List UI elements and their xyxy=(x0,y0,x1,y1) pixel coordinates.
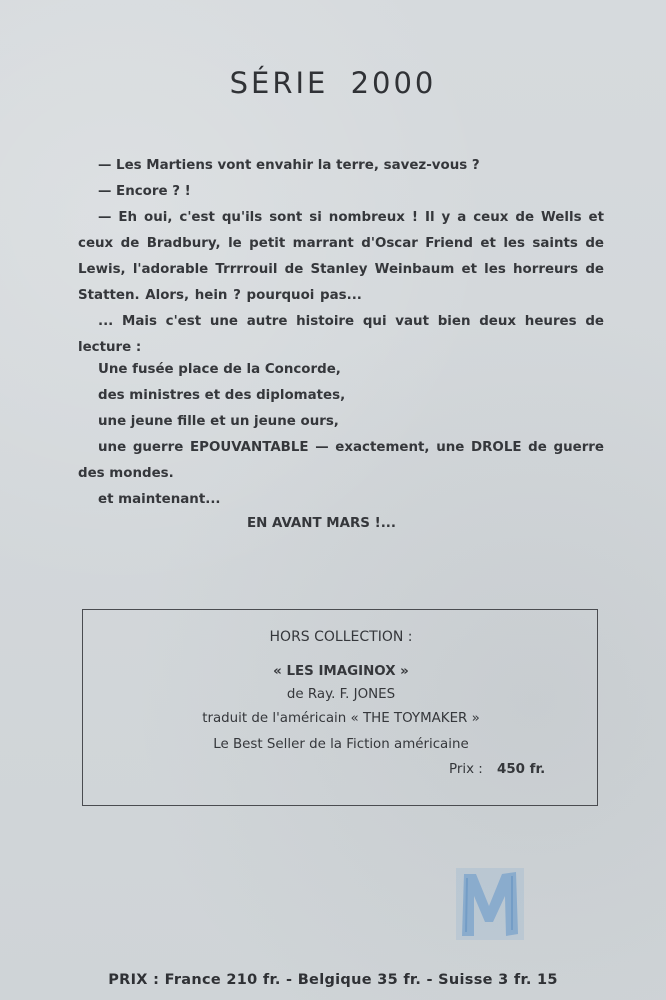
advert-price-value: 450 fr. xyxy=(497,762,546,777)
dialogue-paragraph-3: — Eh oui, c'est qu'ils sont si nombreux ! Il y a ceux de Wells et ceux de Bradbury, le petit marrant d'Oscar Friend et les saints de Lewis, l'adorable Trrrrouil de Stanley Weinbaum et les horreurs de Statten. Alors, hein ? pourquoi pas... xyxy=(78,210,604,303)
dialogue-line-1: — Les Martiens vont envahir la terre, savez-vous ? xyxy=(98,158,480,173)
advert-book-title: « LES IMAGINOX » xyxy=(273,664,409,679)
advert-price xyxy=(449,762,545,777)
verse-line-3: une jeune fille et un jeune ours, xyxy=(98,414,339,429)
cover-price: PRIX : France 210 fr. - Belgique 35 fr. - Suisse 3 fr. 15 xyxy=(108,972,558,988)
advert-tagline: Le Best Seller de la Fiction américaine xyxy=(213,737,469,752)
verse-line-4: et maintenant... xyxy=(98,492,221,507)
advert-author: de Ray. F. JONES xyxy=(286,687,396,702)
m-stamp-icon xyxy=(452,866,526,942)
closing-line: EN AVANT MARS !... xyxy=(247,516,396,531)
dialogue-line-2: — Encore ? ! xyxy=(98,184,191,199)
advert-translation: traduit de l'américain « THE TOYMAKER » xyxy=(202,711,480,726)
series-title: SÉRIE 2000 xyxy=(229,66,437,100)
advert-box xyxy=(82,609,598,806)
verse-paragraph-5: une guerre EPOUVANTABLE — exactement, une DROLE de guerre des mondes. xyxy=(78,440,604,481)
verse-line-1: Une fusée place de la Concorde, xyxy=(98,362,341,377)
dialogue-paragraph-4: ... Mais c'est une autre histoire qui vaut bien deux heures de lecture : xyxy=(78,314,604,355)
advert-heading: HORS COLLECTION : xyxy=(269,629,413,645)
verse-line-2: des ministres et des diplomates, xyxy=(98,388,346,403)
advert-price-label: Prix : xyxy=(449,762,483,777)
